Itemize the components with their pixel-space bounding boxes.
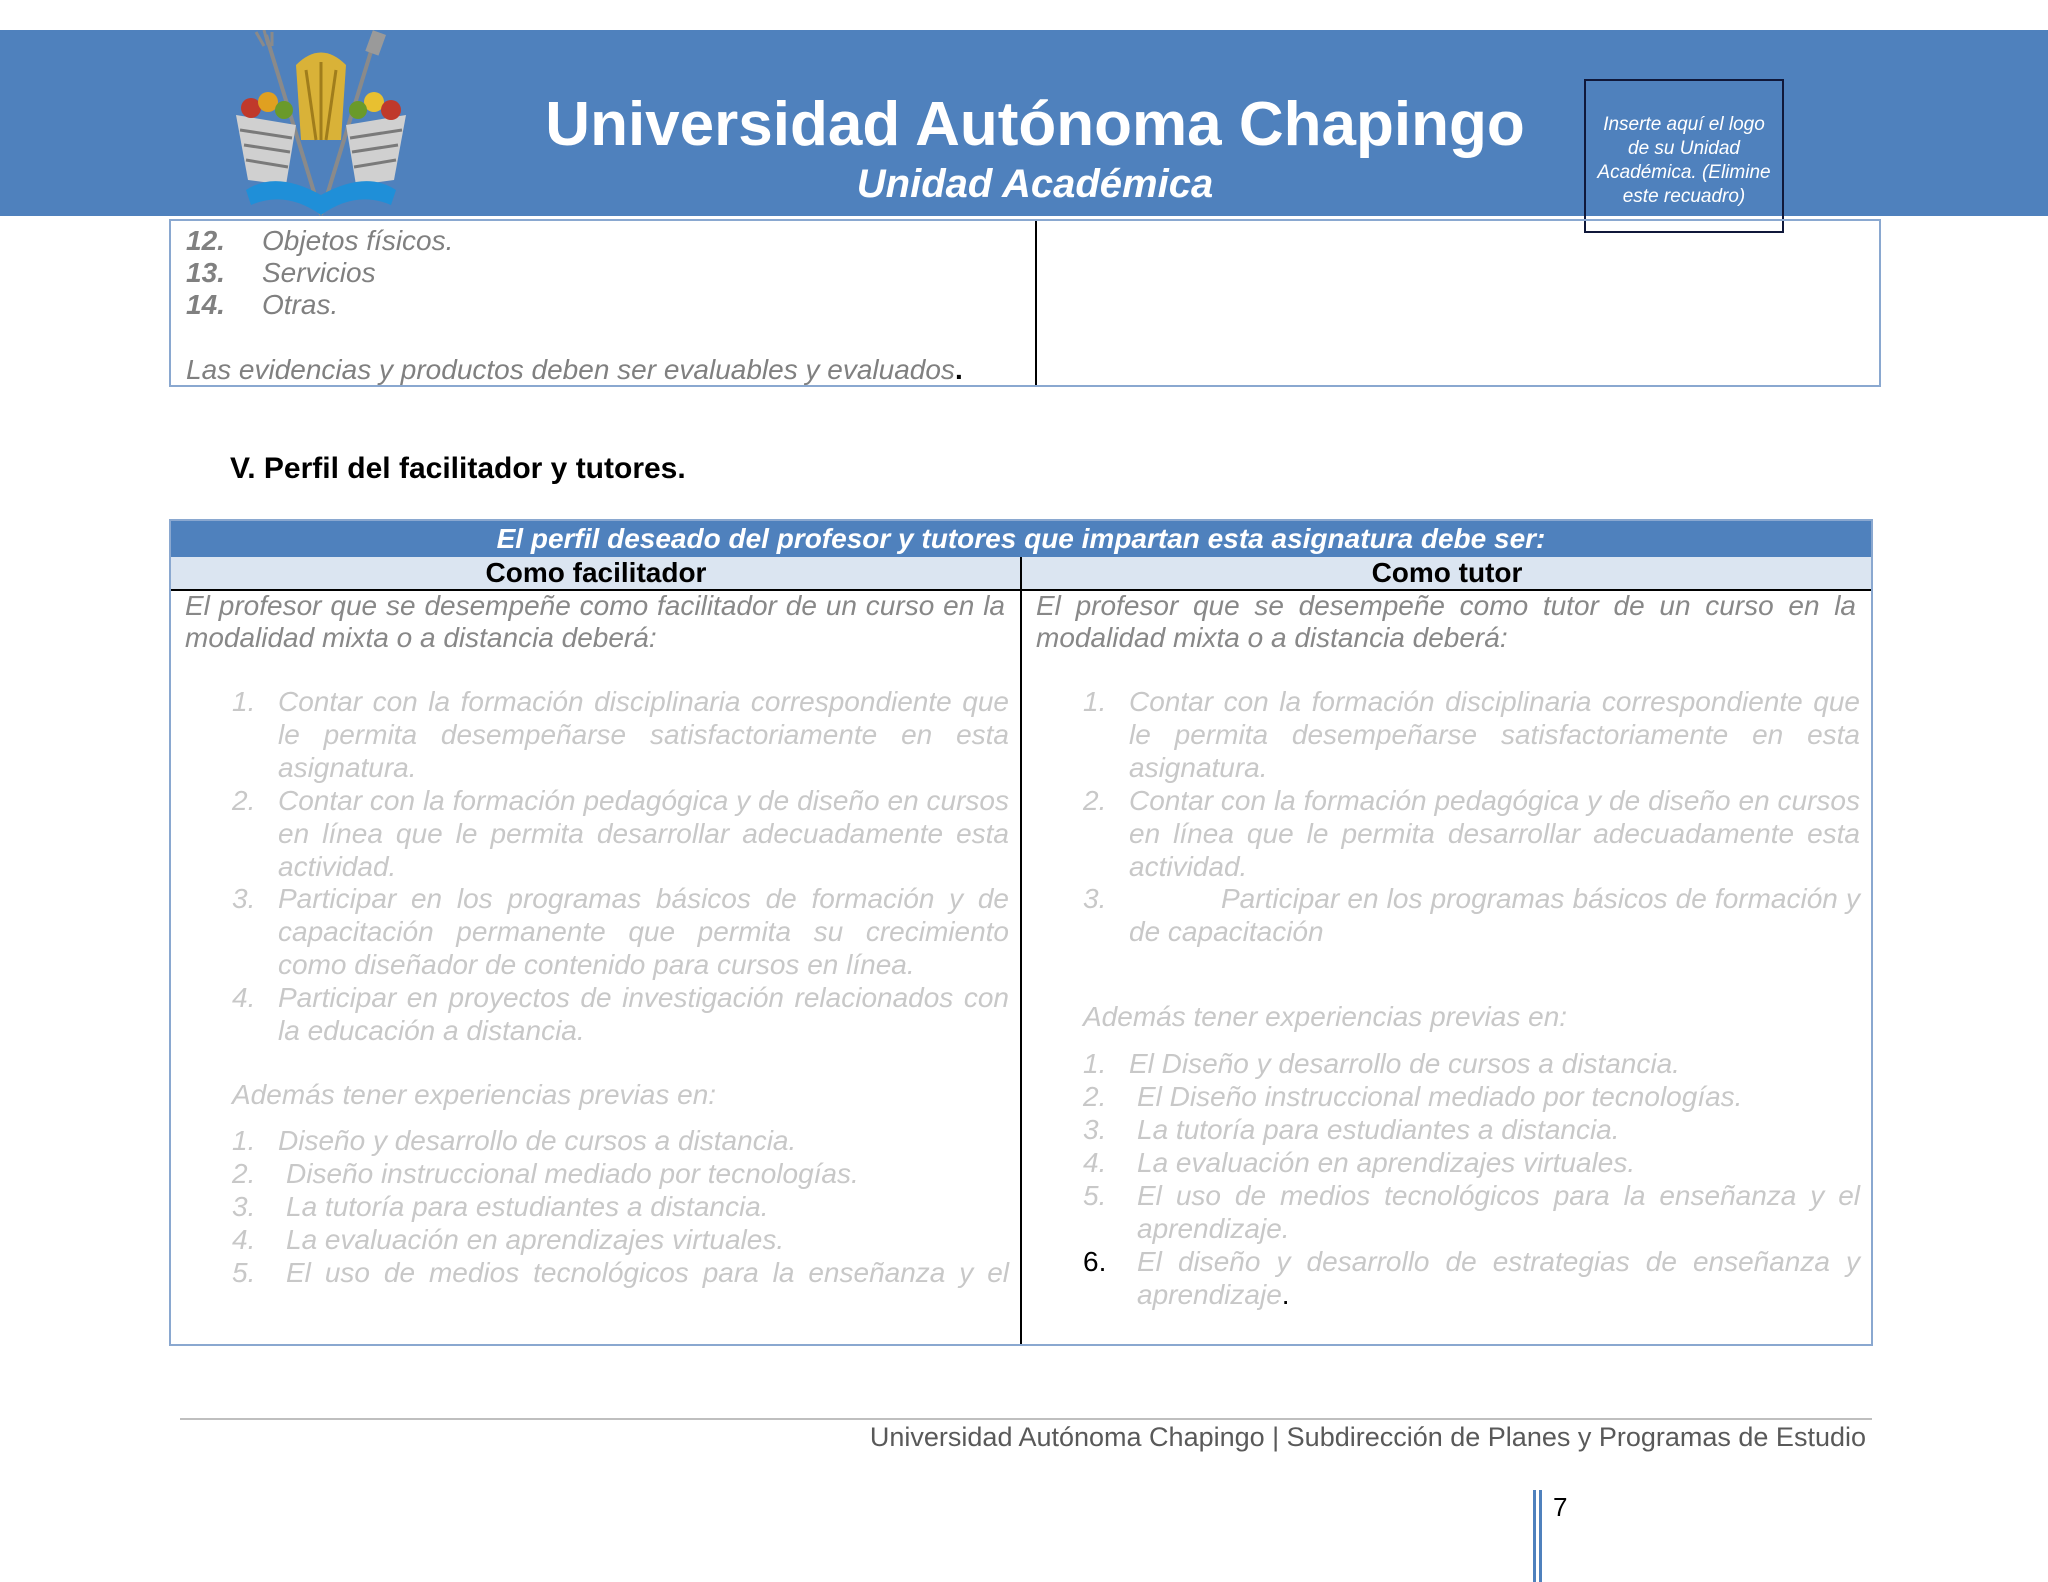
list-item-text: El uso de medios tecnológicos para la enseñanza y el — [286, 1257, 1009, 1288]
list-item — [1083, 1146, 1860, 1179]
profile-table — [169, 519, 1873, 1346]
list-item — [232, 1124, 1009, 1157]
list-item — [232, 1190, 1009, 1223]
list-item-text: La tutoría para estudiantes a distancia. — [1137, 1114, 1620, 1145]
evidence-note-end: . — [954, 354, 963, 385]
previous-experience-label: Además tener experiencias previas en: — [1083, 1001, 1568, 1032]
list-item-number: 1. — [232, 686, 256, 717]
list-item-text: El Diseño instruccional mediado por tecnologías. — [1137, 1081, 1743, 1112]
list-item-text: Participar en los programas básicos de formación y de capacitación permanente que permita su crecimiento como diseñador de contenido para cursos en línea. — [278, 883, 1009, 980]
footer-text: Universidad Autónoma Chapingo | Subdirección de Planes y Programas de Estudio — [869, 1422, 1866, 1452]
list-item-text: La evaluación en aprendizajes virtuales. — [1137, 1147, 1636, 1178]
list-item — [232, 1157, 1009, 1190]
list-item-number: 5. — [1083, 1180, 1107, 1211]
page-number-bar — [1533, 1490, 1536, 1582]
tutor-cell — [1022, 591, 1871, 1344]
column-header-facilitator: Como facilitador — [485, 557, 707, 588]
list-item — [1083, 1113, 1860, 1146]
list-item — [232, 981, 1009, 1047]
list-item-text: La evaluación en aprendizajes virtuales. — [286, 1224, 785, 1255]
evidence-item-text: Servicios — [262, 257, 376, 288]
list-item-text: El Diseño y desarrollo de cursos a distancia. — [1129, 1048, 1680, 1079]
list-item-number: 3. — [1083, 1114, 1107, 1145]
list-item — [232, 882, 1009, 981]
list-item-number: 3. — [232, 883, 256, 914]
list-item-number: 4. — [1083, 1147, 1107, 1178]
list-item-text: Contar con la formación disciplinaria correspondiente que le permita desempeñarse satisfactoriamente en esta asignatura. — [1129, 686, 1860, 783]
list-item-number: 1. — [232, 1125, 256, 1156]
evidence-note-text: Las evidencias y productos deben ser evaluables y evaluados — [186, 354, 955, 385]
facilitator-cell — [171, 591, 1020, 1344]
list-item-number: 5. — [232, 1257, 256, 1288]
list-item-text: El diseño y desarrollo de estrategias de enseñanza y aprendizaje — [1137, 1246, 1860, 1310]
tutor-intro: El profesor que se desempeñe como tutor de un curso en la modalidad mixta o a distancia deberá: — [1036, 591, 1856, 653]
evidence-item-text: Otras. — [262, 289, 339, 320]
footer-divider — [180, 1418, 1872, 1420]
list-item-number: 4. — [232, 982, 256, 1013]
list-item — [232, 1223, 1009, 1256]
list-item-number: 1. — [1083, 1048, 1107, 1079]
list-item-number: 2. — [232, 1158, 256, 1189]
list-item-text: Contar con la formación disciplinaria correspondiente que le permita desempeñarse satisfactoriamente en esta asignatura. — [278, 686, 1009, 783]
list-item-number: 2. — [1083, 1081, 1107, 1112]
list-item — [1083, 1179, 1860, 1245]
university-title: Universidad Autónoma Chapingo — [545, 90, 1525, 159]
list-item — [232, 784, 1009, 883]
list-item-text: Contar con la formación pedagógica y de diseño en cursos en línea que le permita desarrollar adecuadamente esta actividad. — [1129, 785, 1860, 882]
list-item-text: Diseño instruccional mediado por tecnologías. — [286, 1158, 859, 1189]
list-item — [1083, 882, 1860, 948]
list-item-number: 2. — [232, 785, 256, 816]
list-item-text: La tutoría para estudiantes a distancia. — [286, 1191, 769, 1222]
list-item-number: 3. — [232, 1191, 256, 1222]
facilitator-intro: El profesor que se desempeñe como facilitador de un curso en la modalidad mixta o a distancia deberá: — [185, 591, 1005, 653]
list-item-text: Participar en proyectos de investigación relacionados con la educación a distancia. — [278, 982, 1009, 1046]
profile-table-header: El perfil deseado del profesor y tutores que impartan esta asignatura debe ser: — [171, 521, 1871, 557]
list-item — [232, 1256, 1009, 1289]
evidence-item-number: 12. — [186, 225, 225, 256]
chapingo-crest-icon — [226, 30, 416, 220]
list-item — [232, 685, 1009, 784]
list-item — [1083, 1080, 1860, 1113]
column-divider — [1035, 221, 1037, 385]
list-item — [1083, 685, 1860, 784]
list-item — [1083, 784, 1860, 883]
evidence-item-number: 13. — [186, 257, 225, 288]
list-item-end: . — [1281, 1279, 1290, 1310]
list-item-text: Participar en los programas básicos de formación y de capacitación — [1129, 883, 1860, 947]
list-item-number: 2. — [1083, 785, 1107, 816]
list-item-number: 3. — [1083, 883, 1107, 914]
evidence-table — [169, 219, 1881, 387]
list-item-text: El uso de medios tecnológicos para la enseñanza y el aprendizaje. — [1137, 1180, 1860, 1244]
evidence-item-number: 14. — [186, 289, 225, 320]
list-item — [1083, 1245, 1860, 1311]
page-number: 7 — [1553, 1492, 1568, 1522]
page-header — [0, 30, 2048, 216]
previous-experience-label: Además tener experiencias previas en: — [232, 1079, 717, 1110]
section-title: V. Perfil del facilitador y tutores. — [230, 452, 686, 485]
column-header-tutor: Como tutor — [1371, 557, 1523, 588]
list-item-number: 4. — [232, 1224, 256, 1255]
evidence-note — [186, 354, 963, 386]
page-number-bar — [1539, 1490, 1542, 1582]
list-item-text: Contar con la formación pedagógica y de diseño en cursos en línea que le permita desarrollar adecuadamente esta actividad. — [278, 785, 1009, 882]
list-item — [1083, 1047, 1860, 1080]
list-item-text: Diseño y desarrollo de cursos a distancia. — [278, 1125, 797, 1156]
unit-subtitle: Unidad Académica — [856, 162, 1214, 206]
list-item-number: 6. — [1083, 1246, 1107, 1277]
evidence-item-text: Objetos físicos. — [262, 225, 454, 256]
list-item-number: 1. — [1083, 686, 1107, 717]
logo-placeholder-box: Inserte aquí el logo de su Unidad Académica. (Elimine este recuadro) — [1584, 79, 1784, 233]
